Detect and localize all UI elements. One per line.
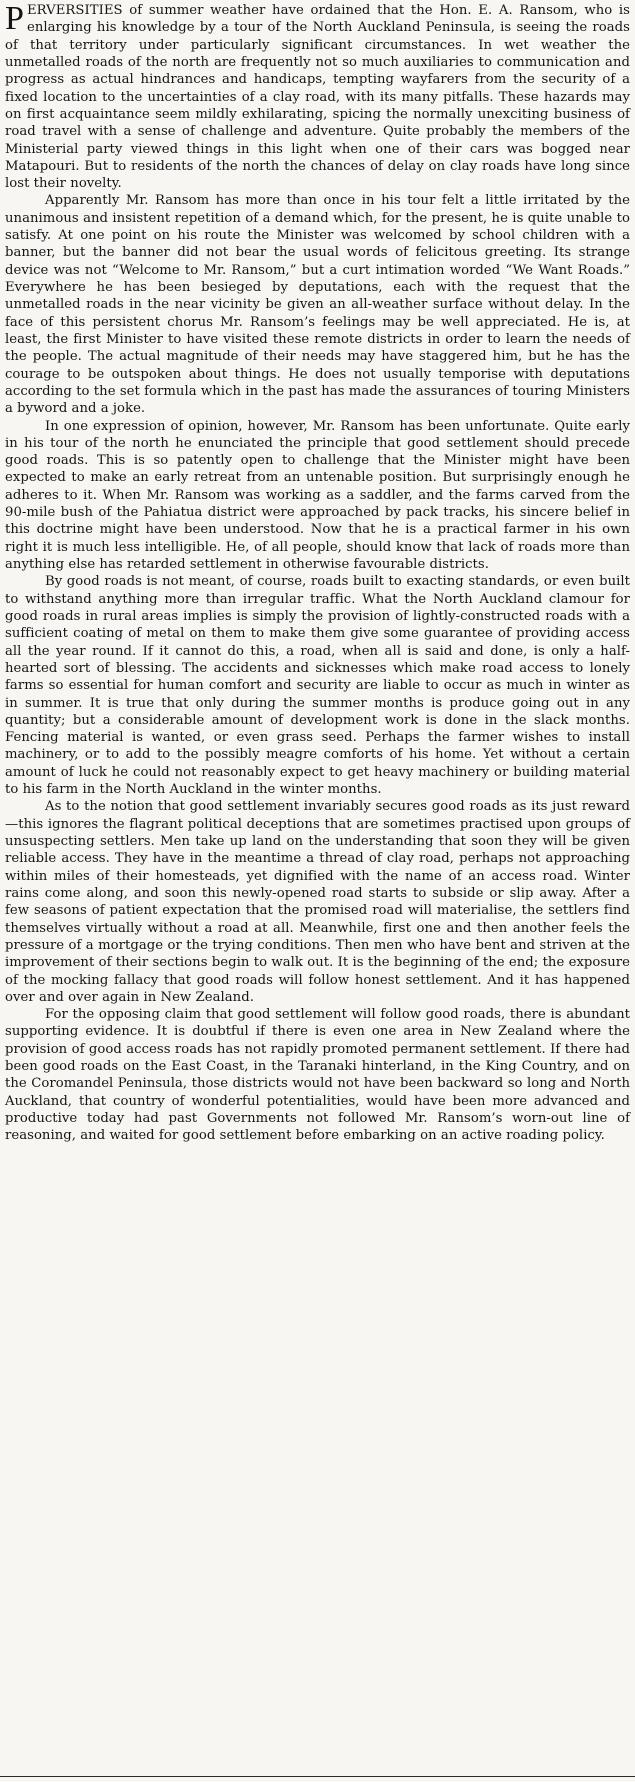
- drop-cap: P: [5, 0, 24, 37]
- article-paragraph-6: For the opposing claim that good settlement will follow good roads, there is abundant supporting evidence. It is doubtful if there is even one area in New Zealand where the provision of good access roads has not rapidly promoted permanent settlement. If there had been good roads on the East Coast, in the Taranaki hinterland, in the King Country, and on the Coromandel Peninsula, those districts would not have been backward so long and North Auckland, that country of wonderful potentialities, would have been more advanced and productive today had past Governments not followed Mr. Ransom’s worn-out line of reasoning, and waited for good settlement before embarking on an active roading policy.: [5, 1007, 630, 1144]
- article-paragraph-4: By good roads is not meant, of course, roads built to exacting standards, or even built to withstand anything more than irregular traffic. What the North Auckland clamour for good roads in rural areas implies is simply the provision of lightly-constructed roads with a sufficient coating of metal on them to make them give some guarantee of providing access all the year round. If it cannot do this, a road, when all is said and done, is only a half-hearted sort of blessing. The accidents and sicknesses which make road access to lonely farms so essential for human comfort and security are liable to occur as much in winter as in summer. It is true that only during the summer months is produce going out in any quantity; but a considerable amount of development work is done in the slack months. Fencing material is wanted, or even grass seed. Perhaps the farmer wishes to install machinery, or to add to the possibly meagre comforts of his home. Yet without a certain amount of luck he could not reasonably expect to get heavy machinery or building material to his farm in the North Auckland in the winter months.: [5, 574, 630, 798]
- article-paragraph-5: As to the notion that good settlement invariably secures good roads as its just reward—this ignores the flagrant political deceptions that are sometimes practised upon groups of unsuspecting settlers. Men take up land on the understanding that soon they will be given reliable access. They have in the meantime a thread of clay road, perhaps not approaching within miles of their homesteads, yet dignified with the name of an access road. Winter rains come along, and soon this newly-opened road starts to subside or slip away. After a few seasons of patient expectation that the promised road will materialise, the settlers find themselves virtually without a road at all. Meanwhile, first one and then another feels the pressure of a mortgage or the trying conditions. Then men who have bent and striven at the improvement of their sections begin to walk out. It is the beginning of the end; the exposure of the mocking fallacy that good roads will follow honest settlement. And it has happened over and over again in New Zealand.: [5, 799, 630, 1005]
- article-paragraph-1: [5, 2, 630, 192]
- editorial-article: [5, 2, 630, 1145]
- article-paragraph-3: In one expression of opinion, however, Mr. Ransom has been unfortunate. Quite early in his tour of the north he enunciated the principle that good settlement should precede good roads. This is so patently open to challenge that the Minister might have been expected to make an early retreat from an untenable position. But surprisingly enough he adheres to it. When Mr. Ransom was working as a saddler, and the farms carved from the 90-mile bush of the Pahiatua district were approached by pack tracks, his sincere belief in this doctrine might have been understood. Now that he is a practical farmer in his own right it is much less intelligible. He, of all people, should know that lack of roads more than anything else has retarded settlement in otherwise favourable districts.: [5, 418, 630, 572]
- column-end-rule: [0, 1776, 635, 1777]
- article-paragraph-2: Apparently Mr. Ransom has more than once in his tour felt a little irritated by the unanimous and insistent repetition of a demand which, for the present, he is quite unable to satisfy. At one point on his route the Minister was welcomed by school children with a banner, but the banner did not bear the usual words of felicitous greeting. Its strange device was not “Welcome to Mr. Ransom,” but a curt intimation worded “We Want Roads.” Everywhere he has been besieged by deputations, each with the request that the unmetalled roads in the near vicinity be given an all-weather surface without delay. In the face of this persistent chorus Mr. Ransom’s feelings may be well appreciated. He is, at least, the first Minister to have visited these remote districts in order to learn the needs of the people. The actual magnitude of their needs may have staggered him, but he has the courage to be outspoken about things. He does not usually temporise with deputations according to the set formula which in the past has made the assurances of touring Ministers a byword and a joke.: [5, 193, 630, 417]
- paragraph-text: ERVERSITIES of summer weather have ordained that the Hon. E. A. Ransom, who is enlarging his knowledge by a tour of the North Auckland Peninsula, is seeing the roads of that territory under particularly significant circumstances. In wet weather the unmetalled roads of the north are frequently not so much auxiliaries to communication and progress as actual hindrances and handicaps, tempting wayfarers from the security of a fixed location to the uncertainties of a clay road, with its many pitfalls. These hazards may on first acquaintance seem mildly exhilarating, spicing the normally unexciting business of road travel with a sense of challenge and adventure. Quite probably the members of the Ministerial party viewed things in this light when one of their cars was bogged near Matapouri. But to residents of the north the chances of delay on clay roads have long since lost their novelty.: [5, 3, 630, 192]
